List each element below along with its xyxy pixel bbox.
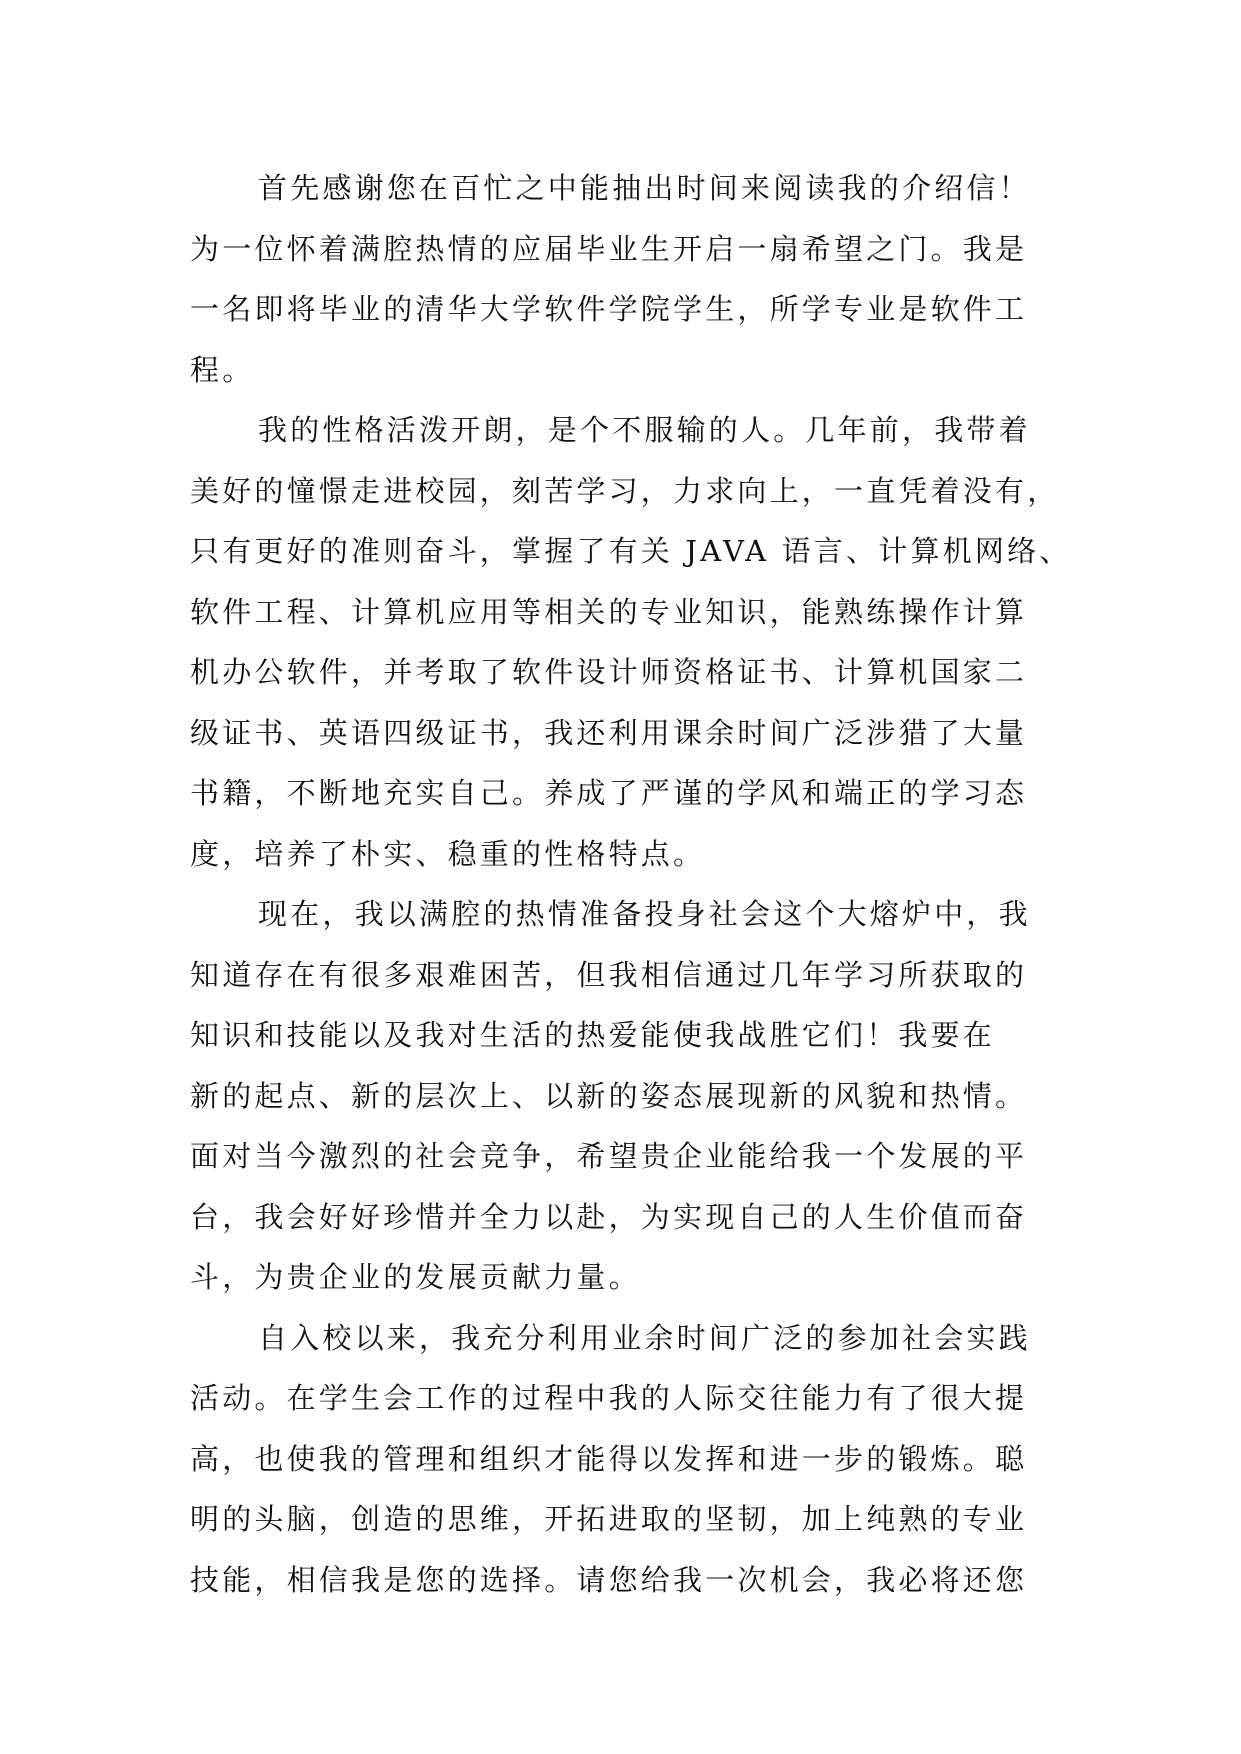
text-line: 我的性格活泼开朗，是个不服输的人。几年前，我带着 — [258, 413, 1031, 447]
paragraph-3 — [190, 884, 1050, 1308]
text-line: 现在，我以满腔的热情准备投身社会这个大熔炉中，我 — [258, 897, 1031, 931]
text-line: 知识和技能以及我对生活的热爱能使我战胜它们！我要在 — [190, 1018, 996, 1052]
text-line: 明的头脑，创造的思维，开拓进取的坚韧，加上纯熟的专业 — [190, 1502, 1028, 1536]
text-line: 新的起点、新的层次上、以新的姿态展现新的风貌和热情。 — [190, 1078, 1028, 1113]
text-line: 高，也使我的管理和组织才能得以发挥和进一步的锻炼。聪 — [190, 1441, 1028, 1476]
paragraph-2 — [190, 400, 1072, 884]
text-line: 书籍，不断地充实自己。养成了严谨的学风和端正的学习态 — [190, 776, 1028, 810]
text-line: 台，我会好好珍惜并全力以赴，为实现自己的人生价值而奋 — [190, 1199, 1028, 1234]
paragraph-4 — [190, 1308, 1050, 1611]
text-line: 为一位怀着满腔热情的应届毕业生开启一扇希望之门。我是 — [190, 231, 1028, 266]
text-line: 级证书、英语四级证书，我还利用课余时间广泛涉猎了大量 — [190, 715, 1028, 750]
text-line: 自入校以来，我充分利用业余时间广泛的参加社会实践 — [258, 1320, 1031, 1355]
text-line: 活动。在学生会工作的过程中我的人际交往能力有了很大提 — [190, 1381, 1028, 1415]
text-line: 机办公软件，并考取了软件设计师资格证书、计算机国家二 — [190, 655, 1028, 689]
letter-body — [190, 158, 1072, 1610]
text-line: 一名即将毕业的清华大学软件学院学生，所学专业是软件工 — [190, 292, 1028, 326]
text-line: 知道存在有很多艰难困苦，但我相信通过几年学习所获取的 — [190, 957, 1028, 992]
text-line: 软件工程、计算机应用等相关的专业知识，能熟练操作计算 — [190, 594, 1028, 629]
text-line: 美好的憧憬走进校园，刻苦学习，力求向上，一直凭着没有， — [190, 473, 1060, 508]
text-line: 只有更好的准则奋斗，掌握了有关 JAVA 语言、计算机网络、 — [190, 534, 1072, 568]
paragraph-1 — [190, 158, 1050, 400]
text-line: 程。 — [190, 352, 255, 387]
text-line: 首先感谢您在百忙之中能抽出时间来阅读我的介绍信！ — [258, 171, 1031, 205]
text-line: 斗，为贵企业的发展贡献力量。 — [190, 1260, 641, 1294]
text-line: 度，培养了朴实、稳重的性格特点。 — [190, 836, 706, 871]
text-line: 面对当今激烈的社会竞争，希望贵企业能给我一个发展的平 — [190, 1139, 1028, 1173]
text-line: 技能，相信我是您的选择。请您给我一次机会，我必将还您 — [190, 1562, 1028, 1597]
